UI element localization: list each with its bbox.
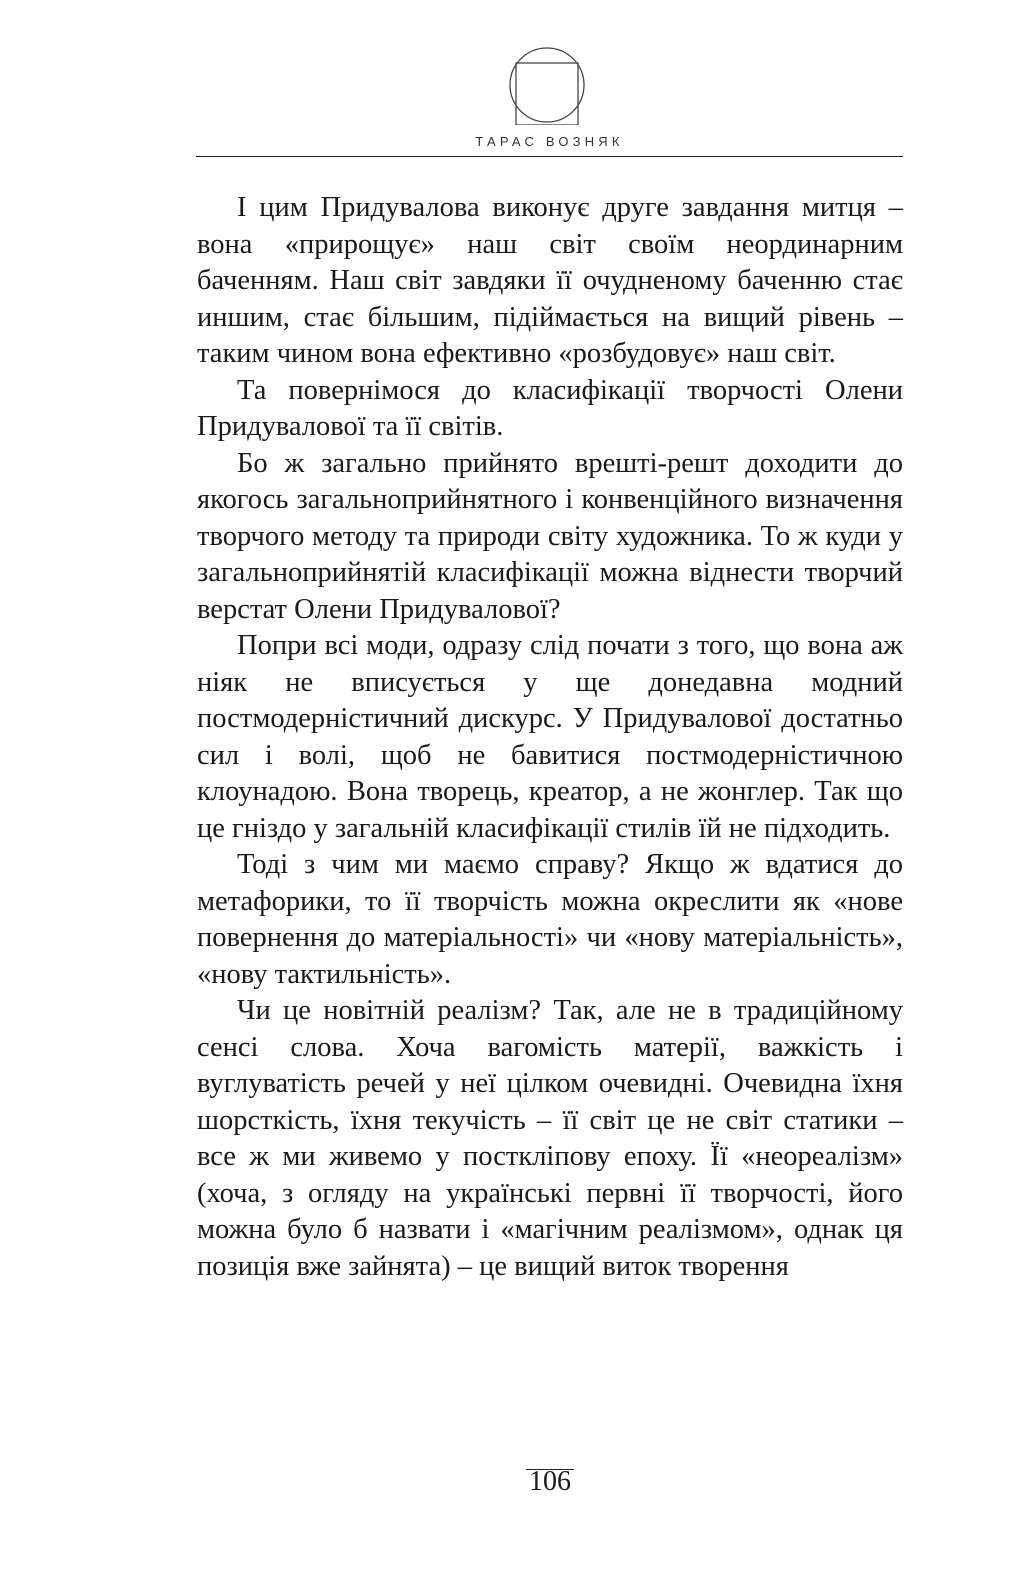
paragraph: Бо ж загально прийнято врешті-решт доходити до якогось загальноприйнятного і конвенційного визначення творчого методу та природи світу художника. То ж куди у загальноприйнятій класифікації можна віднести творчий верстат Олени Придувалової? [197, 447, 903, 625]
paragraph: Та повернімося до класифікації творчості Олени Придувалової та її світів. [197, 374, 903, 442]
body-text [197, 190, 903, 1285]
paragraph: І цим Придувалова виконує друге завдання митця – вона «прирощує» наш світ своїм неординарним баченням. Наш світ завдяки її очудненому баченню стає иншим, стає більшим, підіймається на вищий рівень – таким чином вона ефективно «розбудовує» наш світ. [197, 192, 903, 369]
paragraph: Попри всі моди, одразу слід почати з того, що вона аж ніяк не вписується у ще донедавна модний постмодерністичний дискурс. У Придувалової достатньо сил і волі, щоб не бавитися постмодерністичною клоунадою. Вона творець, креатор, а не жонглер. Так що це гніздо у загальній класифікації стилів їй не підходить. [197, 630, 903, 844]
header-divider [196, 156, 903, 157]
running-head-author: ТАРАС ВОЗНЯК [475, 134, 624, 149]
paragraph: Чи це новітній реалізм? Так, але не в традиційному сенсі слова. Хоча вагомість матерії, важкість і вуглуватість речей у неї цілком очевидні. Очевидна їхня шорсткість, їхня текучість – її світ це не світ статики – все ж ми живемо у посткліпову епоху. Її «неореалізм» (хоча, з огляду на українські первні її творчості, його можна було б назвати і «магічним реалізмом», однак ця позиція вже зайнята) – це вищий виток творення [197, 995, 903, 1282]
page-number: 106 [529, 1466, 571, 1497]
circle-square-emblem-icon [507, 45, 587, 125]
paragraph: Тоді з чим ми маємо справу? Якщо ж вдатися до метафорики, то її творчість можна окреслити як «нове повернення до матеріальності» чи «нову матеріальність», «нову тактильність». [197, 849, 903, 990]
